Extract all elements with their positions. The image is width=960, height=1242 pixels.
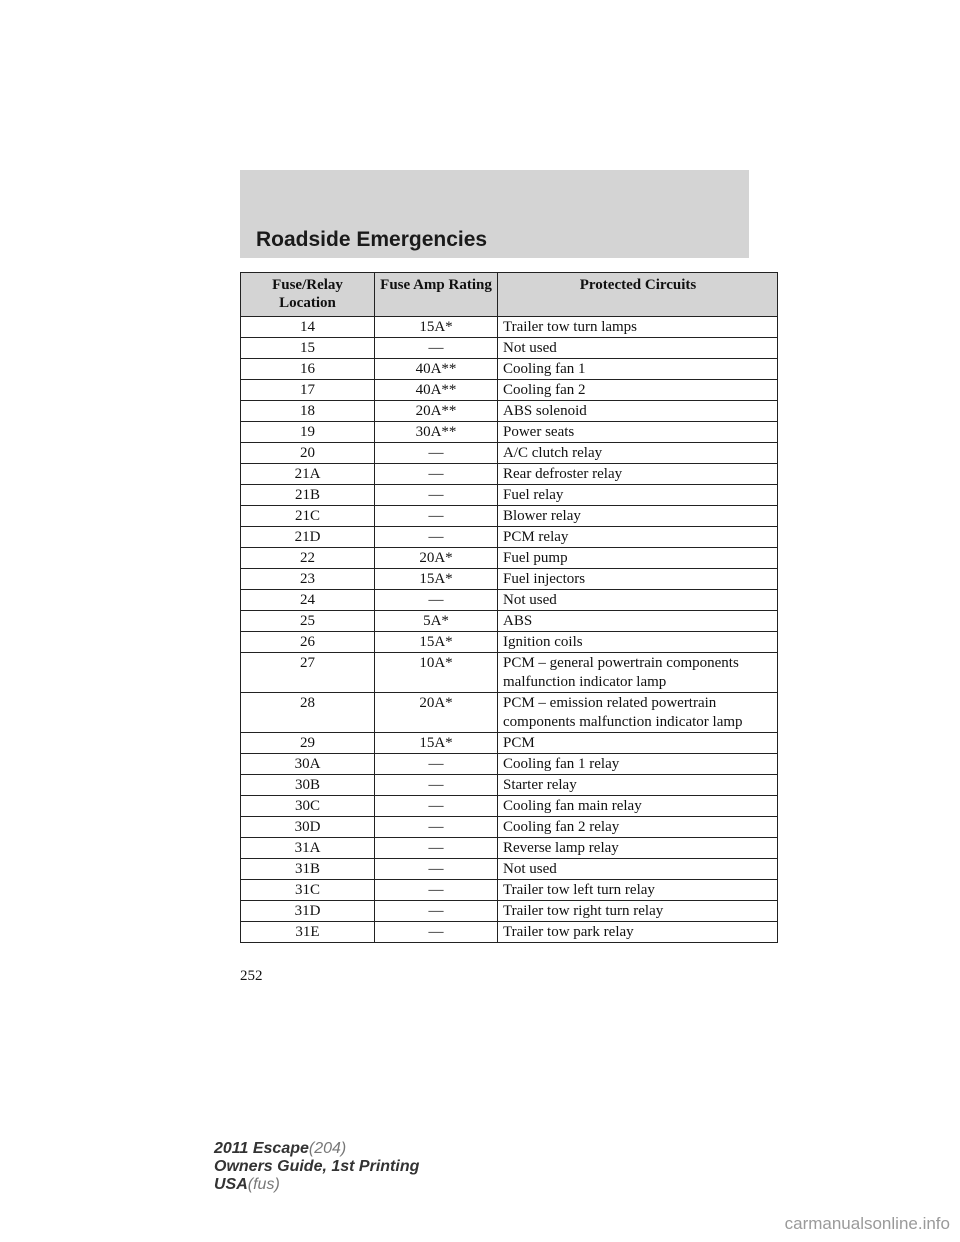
table-row: [241, 506, 778, 527]
fuse-rating-cell: 15A*: [375, 632, 498, 653]
fuse-rating-cell: —: [375, 922, 498, 943]
protected-circuit-cell: Trailer tow right turn relay: [498, 901, 778, 922]
protected-circuit-cell: Cooling fan 1: [498, 359, 778, 380]
table-row: [241, 464, 778, 485]
fuse-rating-cell: —: [375, 754, 498, 775]
protected-circuit-cell: ABS: [498, 611, 778, 632]
watermark: carmanualsonline.info: [784, 1214, 950, 1233]
fuse-rating-cell: —: [375, 464, 498, 485]
fuse-location-cell: 31B: [241, 859, 375, 880]
table-row: [241, 838, 778, 859]
protected-circuit-cell: PCM – emission related powertrain components malfunction indicator lamp: [498, 693, 778, 733]
fuse-rating-cell: 40A**: [375, 359, 498, 380]
fuse-location-cell: 29: [241, 733, 375, 754]
protected-circuit-cell: Cooling fan 1 relay: [498, 754, 778, 775]
fuse-rating-cell: —: [375, 506, 498, 527]
fuse-rating-cell: 20A**: [375, 401, 498, 422]
protected-circuit-cell: PCM relay: [498, 527, 778, 548]
protected-circuit-cell: Not used: [498, 590, 778, 611]
table-row: [241, 632, 778, 653]
protected-circuit-cell: ABS solenoid: [498, 401, 778, 422]
table-row: [241, 443, 778, 464]
table-row: [241, 796, 778, 817]
fuse-rating-cell: —: [375, 485, 498, 506]
table-row: [241, 733, 778, 754]
fuse-rating-cell: 10A*: [375, 653, 498, 693]
table-row: [241, 922, 778, 943]
protected-circuit-cell: Rear defroster relay: [498, 464, 778, 485]
footer-model-code: (204): [308, 1140, 347, 1157]
protected-circuit-cell: Ignition coils: [498, 632, 778, 653]
protected-circuit-cell: Reverse lamp relay: [498, 838, 778, 859]
protected-circuit-cell: PCM: [498, 733, 778, 754]
fuse-location-cell: 18: [241, 401, 375, 422]
table-row: [241, 317, 778, 338]
table-row: [241, 401, 778, 422]
fuse-location-cell: 22: [241, 548, 375, 569]
fuse-rating-cell: 5A*: [375, 611, 498, 632]
protected-circuit-cell: Cooling fan main relay: [498, 796, 778, 817]
table-row: [241, 338, 778, 359]
table-row: [241, 754, 778, 775]
fuse-rating-cell: —: [375, 796, 498, 817]
fuse-location-cell: 24: [241, 590, 375, 611]
fuse-location-cell: 31C: [241, 880, 375, 901]
footer-market: USA: [214, 1176, 248, 1193]
table-row: [241, 422, 778, 443]
fuse-location-cell: 14: [241, 317, 375, 338]
fuse-location-cell: 30B: [241, 775, 375, 796]
fuse-rating-cell: —: [375, 338, 498, 359]
fuse-location-cell: 21D: [241, 527, 375, 548]
footer-line-market: [214, 1176, 419, 1194]
fuse-location-cell: 31A: [241, 838, 375, 859]
table-row: [241, 380, 778, 401]
fuse-rating-cell: —: [375, 880, 498, 901]
table-row: [241, 611, 778, 632]
fuse-rating-cell: —: [375, 775, 498, 796]
table-row: [241, 775, 778, 796]
protected-circuit-cell: Cooling fan 2: [498, 380, 778, 401]
fuse-rating-cell: —: [375, 527, 498, 548]
fuse-location-cell: 21A: [241, 464, 375, 485]
document-footer: [214, 1140, 419, 1194]
footer-market-code: (fus): [247, 1176, 280, 1193]
table-row: [241, 590, 778, 611]
table-row: [241, 880, 778, 901]
page-number: 252: [240, 968, 263, 984]
table-row: [241, 527, 778, 548]
protected-circuit-cell: Not used: [498, 338, 778, 359]
table-row: [241, 485, 778, 506]
fuse-location-cell: 23: [241, 569, 375, 590]
fuse-rating-cell: —: [375, 443, 498, 464]
fuse-location-cell: 16: [241, 359, 375, 380]
table-row: [241, 901, 778, 922]
fuse-location-cell: 31D: [241, 901, 375, 922]
fuse-rating-cell: 20A*: [375, 548, 498, 569]
fuse-rating-cell: 40A**: [375, 380, 498, 401]
protected-circuit-cell: Fuel relay: [498, 485, 778, 506]
protected-circuit-cell: Cooling fan 2 relay: [498, 817, 778, 838]
fuse-location-cell: 30D: [241, 817, 375, 838]
protected-circuit-cell: Starter relay: [498, 775, 778, 796]
table-row: [241, 548, 778, 569]
table-row: [241, 859, 778, 880]
table-row: [241, 653, 778, 693]
protected-circuit-cell: Power seats: [498, 422, 778, 443]
protected-circuit-cell: PCM – general powertrain components malfunction indicator lamp: [498, 653, 778, 693]
table-row: [241, 359, 778, 380]
fuse-location-cell: 17: [241, 380, 375, 401]
fuse-rating-cell: —: [375, 859, 498, 880]
fuse-location-cell: 21C: [241, 506, 375, 527]
column-header-amp-rating: Fuse Amp Rating: [375, 273, 498, 317]
footer-line-edition: [214, 1158, 419, 1176]
footer-edition: Owners Guide, 1st Printing: [214, 1158, 420, 1175]
table-row: [241, 817, 778, 838]
fuse-rating-cell: 20A*: [375, 693, 498, 733]
footer-line-model: [214, 1140, 419, 1158]
column-header-location: Fuse/Relay Location: [241, 273, 375, 317]
fuse-rating-cell: —: [375, 838, 498, 859]
table-row: [241, 569, 778, 590]
fuse-rating-cell: —: [375, 817, 498, 838]
protected-circuit-cell: Fuel injectors: [498, 569, 778, 590]
protected-circuit-cell: Blower relay: [498, 506, 778, 527]
table-row: [241, 693, 778, 733]
fuse-rating-cell: 30A**: [375, 422, 498, 443]
protected-circuit-cell: Trailer tow park relay: [498, 922, 778, 943]
fuse-location-cell: 19: [241, 422, 375, 443]
protected-circuit-cell: Not used: [498, 859, 778, 880]
section-title: Roadside Emergencies: [256, 228, 488, 251]
fuse-location-cell: 30A: [241, 754, 375, 775]
fuse-location-cell: 25: [241, 611, 375, 632]
fuse-rating-cell: —: [375, 590, 498, 611]
fuse-location-cell: 20: [241, 443, 375, 464]
fuse-location-cell: 27: [241, 653, 375, 693]
column-header-protected-circuits: Protected Circuits: [498, 273, 778, 317]
protected-circuit-cell: Trailer tow turn lamps: [498, 317, 778, 338]
fuse-rating-cell: 15A*: [375, 569, 498, 590]
protected-circuit-cell: Trailer tow left turn relay: [498, 880, 778, 901]
fuse-rating-cell: —: [375, 901, 498, 922]
table-header-row: [241, 273, 778, 317]
table-body: [241, 317, 778, 943]
fuse-location-cell: 21B: [241, 485, 375, 506]
fuse-rating-cell: 15A*: [375, 733, 498, 754]
fuse-location-cell: 30C: [241, 796, 375, 817]
fuse-location-cell: 15: [241, 338, 375, 359]
fuse-location-cell: 28: [241, 693, 375, 733]
fuse-rating-cell: 15A*: [375, 317, 498, 338]
fuse-location-cell: 31E: [241, 922, 375, 943]
protected-circuit-cell: Fuel pump: [498, 548, 778, 569]
footer-model: 2011 Escape: [214, 1140, 309, 1157]
fuse-location-cell: 26: [241, 632, 375, 653]
fuse-relay-table: [240, 272, 778, 943]
protected-circuit-cell: A/C clutch relay: [498, 443, 778, 464]
